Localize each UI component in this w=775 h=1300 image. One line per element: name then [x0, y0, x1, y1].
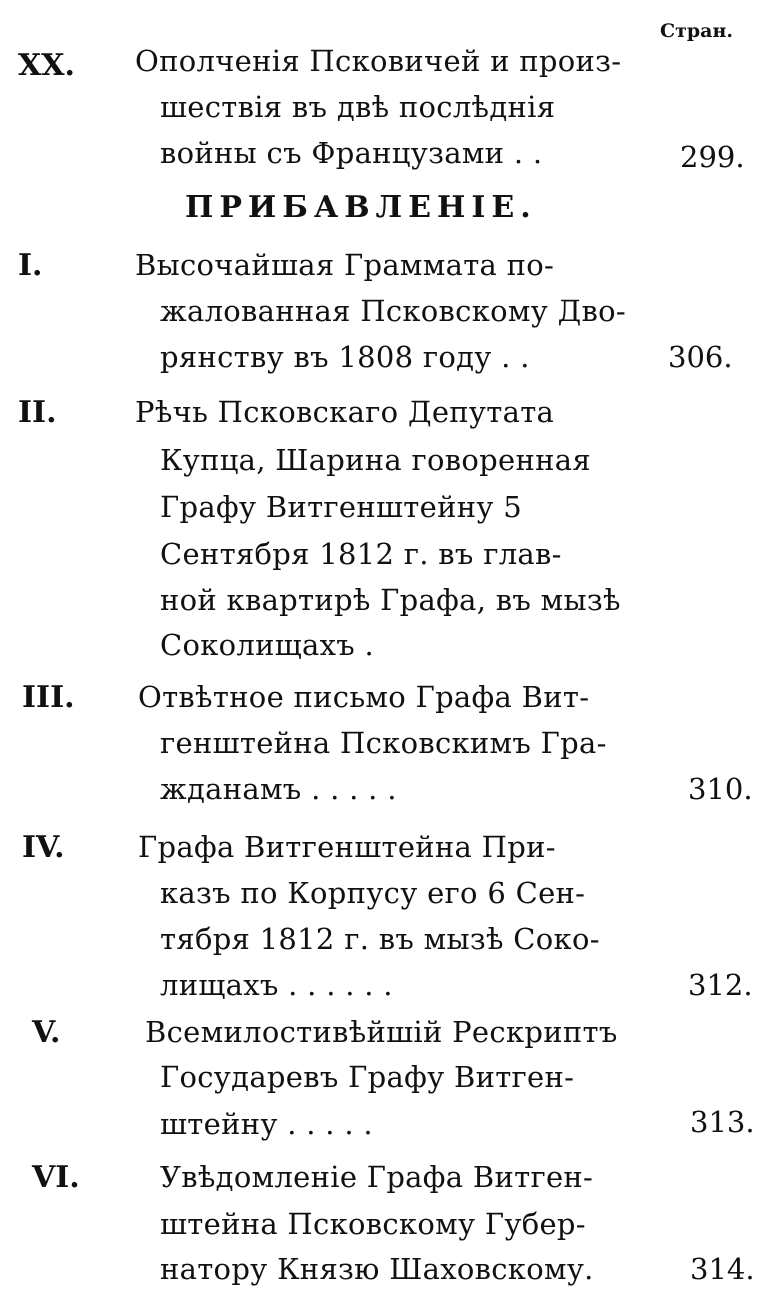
entry-line: натору Князю Шаховскому. [160, 1252, 594, 1286]
entry-number: XX. [18, 48, 75, 83]
entry-number: I. [18, 248, 43, 283]
entry-line: войны съ Французами . . [160, 136, 543, 170]
entry-line: Отвѣтное письмо Графа Вит- [138, 680, 590, 714]
entry-line: лищахъ . . . . . . [160, 968, 393, 1002]
entry-number: VI. [32, 1160, 80, 1195]
entry-page-number: 299. [680, 140, 745, 174]
entry-line: штейна Псковскому Губер- [160, 1207, 586, 1241]
entry-line: Сентября 1812 г. въ глав- [160, 537, 562, 571]
entry-line: Соколищахъ . [160, 628, 375, 662]
entry-line: жалованная Псковскому Дво- [160, 294, 626, 328]
entry-line: Графа Витгенштейна При- [138, 830, 556, 864]
entry-number: IV. [22, 830, 65, 865]
entry-line: Государевъ Графу Витген- [160, 1060, 575, 1094]
entry-line: шествія въ двѣ послѣднія [160, 90, 556, 124]
entry-line: Ополченія Псковичей и произ- [135, 44, 622, 78]
entry-number: V. [32, 1015, 61, 1050]
entry-line: Увѣдомленіе Графа Витген- [160, 1160, 594, 1194]
entry-page-number: 306. [668, 340, 733, 374]
entry-line: Высочайшая Граммата по- [135, 248, 555, 282]
entry-line: жданамъ . . . . . [160, 772, 397, 806]
entry-page-number: 313. [690, 1105, 755, 1139]
entry-line: генштейна Псковскимъ Гра- [160, 726, 607, 760]
entry-number: II. [18, 395, 57, 430]
entry-line: Графу Витгенштейну 5 [160, 490, 522, 524]
entry-page-number: 314. [690, 1252, 755, 1286]
entry-number: III. [22, 680, 75, 715]
entry-line: Купца, Шарина говоренная [160, 443, 591, 477]
entry-line: рянству въ 1808 году . . [160, 340, 530, 374]
entry-line: ной квартирѣ Графа, въ мызѣ [160, 583, 621, 617]
entry-line: казъ по Корпусу его 6 Сен- [160, 876, 586, 910]
section-title: ПРИБАВЛЕНІЕ. [185, 190, 537, 225]
entry-page-number: 312. [688, 968, 753, 1002]
entry-line: Рѣчь Псковскаго Депутата [135, 395, 555, 429]
page-column-header: Стран. [660, 20, 734, 42]
entry-page-number: 310. [688, 772, 753, 806]
entry-line: тября 1812 г. въ мызѣ Соко- [160, 922, 600, 956]
entry-line: Всемилостивѣйшій Рескриптъ [145, 1015, 618, 1049]
entry-line: штейну . . . . . [160, 1107, 373, 1141]
